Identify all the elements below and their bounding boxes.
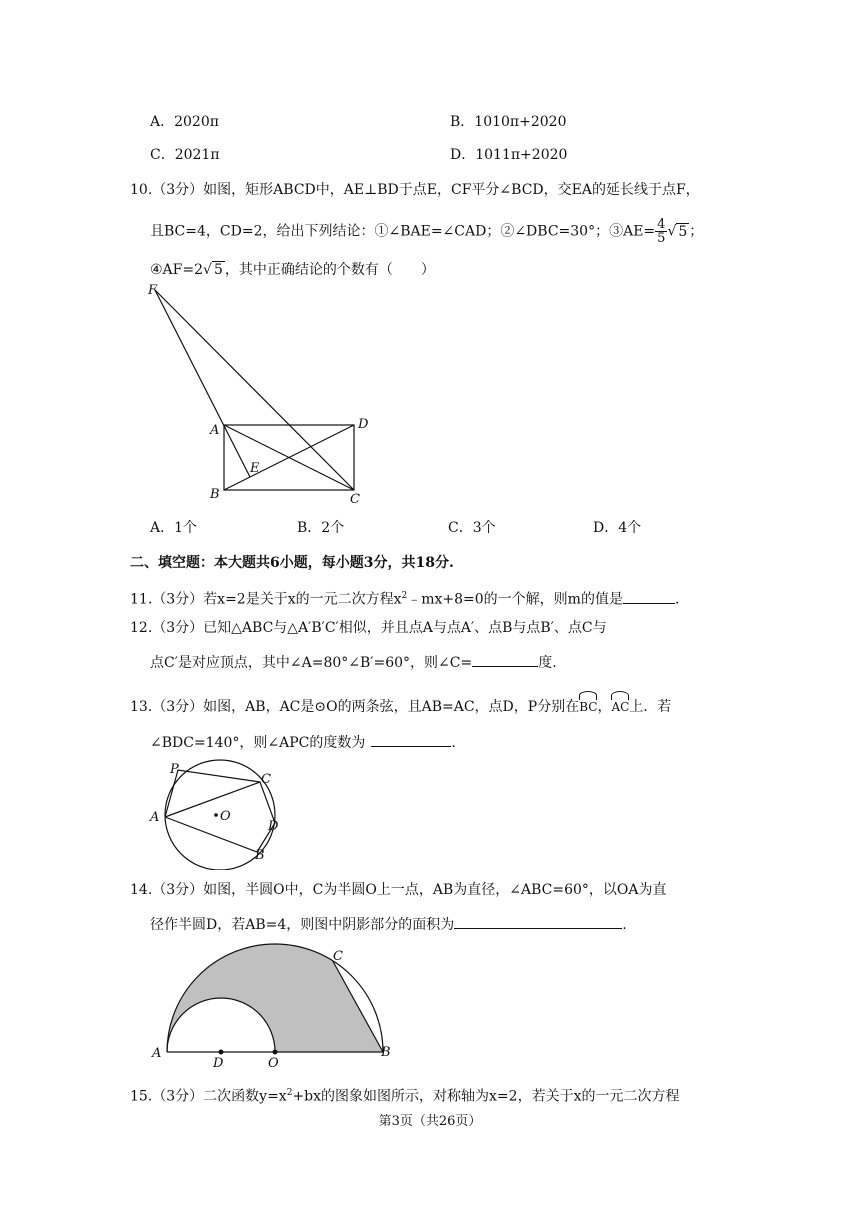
q11-line — [130, 586, 679, 610]
q10-option-d: D．4个 — [593, 520, 642, 536]
q15-sup: 2 — [286, 1088, 293, 1098]
q15-pre: 15.（3分）二次函数y=x — [130, 1088, 287, 1105]
q13-label-d: D — [268, 819, 279, 834]
q13-line1-text: 13.（3分）如图，AB，AC是⊙O的两条弦，且AB=AC，点D，P分别在 — [130, 699, 580, 715]
q14-label-d: D — [213, 1056, 224, 1070]
q15-line — [130, 1083, 679, 1107]
q14-shaded-region — [167, 944, 383, 1052]
q10-label-a: A — [210, 423, 220, 438]
section2-heading: 二、填空题：本大题共6小题，每小题3分，共18分. — [130, 555, 454, 571]
q12-answer-blank — [472, 652, 538, 667]
q10-label-c: C — [350, 492, 360, 507]
q14-line1: 14.（3分）如图，半圆O中，C为半圆O上一点，AB为直径，∠ABC=60°，以OA为直 — [130, 882, 667, 898]
q14-line2-end: . — [622, 917, 627, 933]
q10-label-b: B — [210, 487, 220, 502]
q13-label-b: B — [255, 848, 265, 863]
q10-sqrt: 5 — [678, 223, 688, 240]
q13-chord-ac — [165, 782, 260, 817]
q13-label-p: P — [170, 762, 179, 777]
q10-line2-end: ； — [689, 223, 704, 240]
q10-line3-rest: ，其中正确结论的个数有（ ） — [224, 262, 435, 278]
q9-option-b: B．1010π+2020 — [450, 114, 567, 130]
q9-option-c: C．2021π — [150, 147, 220, 163]
q13-line2-end: . — [451, 735, 456, 751]
q14-answer-blank — [454, 914, 622, 929]
q10-option-c: C．3个 — [448, 520, 496, 536]
q13-answer-blank — [371, 732, 451, 747]
q10-line2: 且BC=4，CD=2，给出下列结论：①∠BAE=∠CAD；②∠DBC=30°；③AE= $\frac{4}{5}$ √ 5 ； — [150, 217, 704, 246]
q14-semicircle-figure — [145, 940, 405, 1070]
q10-frac-den: 5 — [657, 231, 666, 246]
q13-label-a: A — [150, 810, 160, 825]
q14-label-b: B — [381, 1045, 391, 1060]
q10-line3: ④AF=2√ 5 ，其中正确结论的个数有（ ） — [150, 262, 435, 278]
q13-center-dot — [214, 813, 218, 817]
q10-line1: 10.（3分）如图，矩形ABCD中，AE⊥BD于点E，CF平分∠BCD，交EA的延长线于点F， — [130, 182, 700, 198]
q10-option-b: B．2个 — [297, 520, 345, 536]
q13-sep: ， — [597, 699, 612, 715]
q13-line2-text: ∠BDC=140°，则∠APC的度数为 — [150, 735, 366, 751]
q10-option-a: A．1个 — [150, 520, 198, 536]
q10-label-d: D — [358, 417, 369, 432]
q14-label-c: C — [333, 949, 343, 964]
q14-label-o: O — [268, 1056, 279, 1070]
page-footer: 第3页（共26页） — [378, 1114, 482, 1129]
q11-answer-blank — [623, 589, 675, 604]
q13-line1 — [130, 693, 671, 717]
q10-line3-text: ④AF=2 — [150, 262, 204, 278]
q14-point-d — [219, 1050, 224, 1055]
q11-end: . — [674, 591, 680, 608]
q10-line2-text: 且BC=4，CD=2，给出下列结论：①∠BAE=∠CAD；②∠DBC=30°；③AE= — [150, 223, 656, 240]
q9-option-d: D．1011π+2020 — [450, 147, 568, 163]
q10-line-fe — [155, 290, 250, 477]
q13-label-o: O — [220, 809, 231, 824]
q14-point-o — [273, 1050, 278, 1055]
q13-circle-figure — [140, 755, 300, 870]
q12-line2-text: 点C′是对应顶点，其中∠A=80°∠B′=60°，则∠C= — [150, 655, 473, 671]
q13-arc-ac: AC — [611, 693, 629, 717]
q10-line-fc — [155, 290, 354, 490]
q11-pre: 11.（3分）若x=2是关于x的一元二次方程x — [130, 591, 402, 608]
q11-post: ﹣mx+8=0的一个解，则m的值是 — [407, 591, 623, 608]
q10-label-f: F — [148, 283, 158, 298]
q13-line1-end: 上．若 — [629, 699, 672, 715]
q13-label-c: C — [261, 772, 271, 787]
q10-label-e: E — [250, 461, 260, 476]
q10-line3-sqrt: 5 — [213, 262, 223, 278]
q14-label-a: A — [152, 1046, 162, 1061]
q12-line2 — [150, 652, 557, 673]
q13-line2 — [150, 732, 456, 753]
q10-rectangle-figure — [140, 280, 380, 510]
q9-option-a: A．2020π — [150, 114, 219, 130]
q15-post: +bx的图象如图所示，对称轴为x=2，若关于x的一元二次方程 — [292, 1088, 680, 1105]
q14-line2-text: 径作半圆D，若AB=4，则图中阴影部分的面积为 — [150, 917, 455, 933]
q12-line2-end: 度. — [538, 655, 557, 671]
q12-line1: 12.（3分）已知△ABC与△A′B′C′相似，并且点A与点A′、点B与点B′、点C与 — [130, 620, 607, 636]
q10-frac-num: 4 — [657, 217, 666, 232]
q14-line2 — [150, 914, 627, 935]
q10-fraction — [655, 218, 667, 245]
q13-arc-bc: BC — [579, 693, 597, 717]
q11-sup: 2 — [401, 591, 408, 601]
